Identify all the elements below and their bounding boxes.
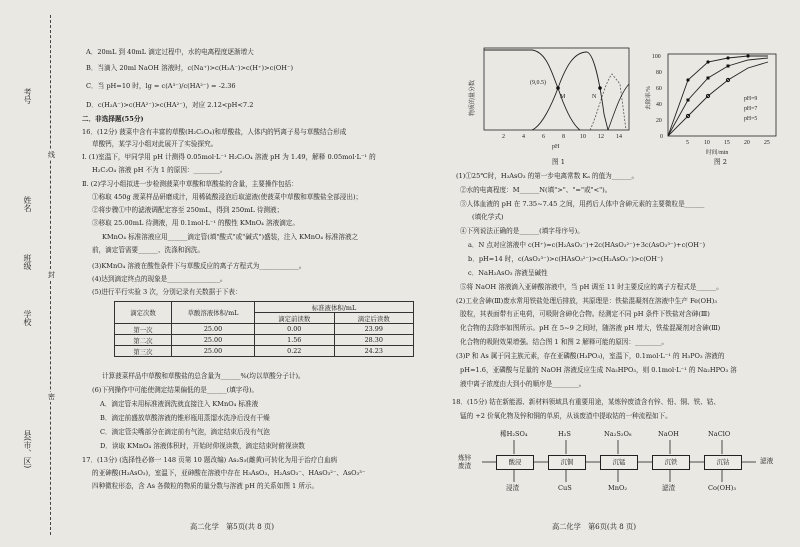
flow-end: 滤液 [760, 457, 774, 465]
option-6d: D．读取 KMnO₄ 溶液体积时，开始时仰视读数，滴定结束时俯视读数 [100, 442, 305, 450]
tick-x: 2 [502, 134, 505, 140]
tick-x: 20 [744, 140, 750, 146]
flow-start-line: 废渣 [458, 462, 472, 470]
flow-step: 沉铜 [548, 455, 586, 470]
q17-3c: 液中离子浓度由大到小的顺序是________。 [460, 380, 586, 388]
q17-1-2: ②水的电离程度：M______N(填">"、"="或"<")。 [460, 186, 612, 194]
point-m: M [560, 94, 566, 100]
page-6 [452, 0, 800, 547]
table-cell: 24.23 [334, 346, 414, 357]
q17-1-5: ⑤将 NaOH 溶液滴入亚砷酸溶液中，当 pH 调至 11 时主要反应的离子方程式是______。 [460, 283, 723, 291]
tick-x: 10 [580, 134, 586, 140]
flow-reagent: H₂S [558, 430, 571, 438]
tick-x: 12 [598, 134, 604, 140]
table-cell: 0.22 [255, 346, 335, 357]
step-3: ③移取 25.00mL 待测液，用 0.1mol·L⁻¹ 的酸性 KMnO₄ 溶液滴定。 [92, 219, 299, 227]
tick-y: 60 [656, 86, 662, 92]
figure-2-removal-rate [644, 50, 792, 158]
flow-reagent: 稀H₂SO₄ [500, 430, 528, 438]
binding-margin [0, 0, 62, 547]
q17-intro-2: 的亚砷酸(H₃AsO₃)，室温下，亚砷酸在溶液中存在 H₃AsO₃、H₂AsO₃⁻、HAsO₃²⁻、AsO₃³⁻ [92, 469, 366, 477]
point-n: N [592, 94, 597, 100]
table-cell: 第二次 [115, 335, 172, 346]
flow-reagent: NaOH [658, 430, 679, 438]
flow-step: 沉锰 [600, 455, 638, 470]
flow-product: 浸渣 [506, 484, 520, 492]
page-footer: 高二化学 第5页(共 8 页) [190, 522, 275, 531]
flow-step: 沉铁 [652, 455, 690, 470]
option-b: B．当滴入 20ml NaOH 溶液时，c(Na⁺)>c(H₂A⁻)>c(H⁺)>c(OH⁻) [86, 64, 294, 72]
flow-product: CuS [558, 484, 572, 492]
table-header: 滴定后读数 [334, 313, 414, 324]
q17-1-4: ④下列说法正确的是______(填字母序号)。 [460, 227, 584, 235]
county-label: 县(市、区) [23, 430, 32, 469]
table-row [115, 346, 414, 357]
tick-x: 14 [616, 134, 622, 140]
option-6c: C．滴定管尖嘴部分在滴定前有气泡，滴定结束后没有气泡 [100, 428, 270, 436]
line-word: 线 [48, 151, 55, 159]
option-c: C．当 pH=10 时，lg = c(A³⁻)/c(HA²⁻) = -2.36 [86, 82, 236, 90]
table-header: 草酸溶液体积/mL [172, 302, 255, 324]
q16-intro-2: 草酸钙，某学习小组对此展开了实验探究。 [92, 140, 218, 148]
q17-intro-3: 四种微粒形态，含 As 各微粒的物质的量分数与溶液 pH 的关系如图 1 所示。 [92, 482, 319, 490]
step-2: ②将步骤①中的滤液调配定容至 250mL，得到 250mL 待测液； [92, 206, 284, 214]
table-header: 标准液体积/mL [255, 302, 414, 313]
school-label: 学校 [23, 310, 32, 326]
option-d: D．c(H₂A⁻)>c(HA²⁻)>c(HA²⁻)，对应 2.12<pH<7.2 [86, 101, 254, 109]
tick-x: 8 [562, 134, 565, 140]
table-row [115, 324, 414, 335]
step-1: ①称取 450g 菠菜样品研磨成汁，用稀硫酸浸泡后取滤液(使菠菜中草酸和草酸盐全部浸出)； [92, 193, 363, 201]
q17-1-1: (1)①25℃时，H₃AsO₃ 的第一步电离常数 Kₐ 的值为______。 [456, 172, 639, 180]
option-a: A．20mL 到 40mL 滴定过程中，水的电离程度逐渐增大 [86, 48, 254, 56]
flow-product: MnO₂ [608, 484, 628, 492]
step-3-b: KMnO₄ 标准溶液应用______滴定管(填"酸式"或"碱式")盛装，注入 KMnO₄ 标准溶液之 [102, 233, 359, 241]
axis-label-y: 物质的量分数 [470, 79, 476, 116]
tick-x: 5 [686, 140, 689, 146]
axis-label-x: 时间/min [706, 150, 729, 156]
q16-part1: Ⅰ. (1)室温下，甲同学用 pH 计测得 0.05mol·L⁻¹ H₂C₂O₄ 溶液 pH 为 1.49，解释 0.05mol·L⁻¹ 的 [82, 153, 376, 161]
step-3-c: 前，滴定管需要______、洗涤和润洗。 [92, 246, 205, 254]
q16-part3: (3)KMnO₄ 溶液在酸性条件下与草酸反应的离子方程式为____________。 [92, 262, 306, 270]
tick-x: 4 [522, 134, 525, 140]
point-label: (9,0.5) [530, 80, 546, 86]
table-row [115, 335, 414, 346]
q17-2: (2)工业含砷(Ⅲ)废水常用铁盐处理后排放，其原理是：铁盐混凝剂在溶液中生产 Fe(OH)₃ [456, 297, 717, 305]
table-cell: 23.99 [334, 324, 414, 335]
content-calc: 计算菠菜样品中草酸和草酸盐的总含量为______%(均以草酸分子计)。 [102, 372, 305, 380]
q16-part4: (4)达到滴定终点的现象是________________。 [92, 275, 227, 283]
table-cell: 1.56 [255, 335, 335, 346]
option-6b: B．滴定前盛放草酸溶液的锥形瓶用蒸馏水洗净后没有干燥 [100, 414, 270, 422]
axis-label-x: pH [552, 144, 560, 150]
axis-label-y: 去除率/% [646, 86, 652, 110]
tick-y: 40 [656, 102, 662, 108]
table-cell: 25.00 [172, 324, 255, 335]
q17-1-3b: (填化学式) [472, 213, 504, 221]
figure-1-caption: 图 1 [552, 158, 565, 166]
option-b: b．pH=14 时，c(AsO₃³⁻)>c(HAsO₃²⁻)>c(H₂AsO₃⁻)>c(OH⁻) [468, 255, 664, 263]
table-cell: 第三次 [115, 346, 172, 357]
page-5 [62, 0, 448, 547]
table-cell: 第一次 [115, 324, 172, 335]
flow-product: 滤渣 [662, 484, 676, 492]
tick-x: 15 [724, 140, 730, 146]
tick-y: 0 [660, 134, 663, 140]
table-cell: 28.30 [334, 335, 414, 346]
tick-x: 25 [764, 140, 770, 146]
q18-intro-2: 锰的 +2 价氧化物及锌和铜的单质，从该废渣中提取钴的一种流程如下。 [460, 412, 672, 420]
q16-part6: (6)下列操作中可能使测定结果偏低的是______(填字母)。 [92, 386, 259, 394]
table-cell: 25.00 [172, 335, 255, 346]
legend-item: pH=7 [744, 106, 758, 112]
figure-1-distribution [462, 44, 638, 156]
q17-2d: 化合物的吸附效果增强。结合图 1 和图 2 解释可能的原因：________。 [460, 338, 668, 346]
tick-y: 80 [656, 70, 662, 76]
titration-table [114, 301, 414, 357]
flow-step: 沉钴 [704, 455, 742, 470]
option-6a: A．滴定管未用标准液润洗就直接注入 KMnO₄ 标准液 [100, 400, 259, 408]
figure-2-caption: 图 2 [714, 158, 727, 166]
q18-intro: 18．(15分) 钴在新能源、新材料领域具有重要用途，某炼锌废渣含有锌、铅、铜、铁、钴、 [452, 398, 720, 406]
tick-y: 100 [652, 54, 661, 60]
option-c: c．NaH₂AsO₃ 溶液呈碱性 [468, 269, 548, 277]
q16-part1-2: H₂C₂O₄ 溶液 pH 不为 1 的原因：________。 [92, 166, 227, 174]
legend-item: pH=5 [744, 116, 758, 122]
q17-intro: 17．(13分) (选择性必修一 148 页第 10 题改编) As₂S₃(雌黄)可转化为用于治疗白血病 [82, 456, 338, 464]
tick-y: 20 [656, 118, 662, 124]
flow-start-line: 炼锌 [458, 454, 472, 462]
q17-2c: 化合物的去除率如图所示。pH 在 5~9 之间时，随溶液 pH 增大，铁盐混凝剂对含砷(Ⅲ) [460, 324, 721, 332]
q17-2b: 胶粒，其表面带有正电荷，可吸附含砷化合物。经测定不同 pH 条件下铁盐对含砷(Ⅲ) [460, 310, 710, 318]
q16-part5: (5)进行平行实验 3 次，分别记录有关数据于下表： [92, 288, 242, 296]
q16-part2: Ⅱ. (2)学习小组拟进一步检测菠菜中草酸和草酸盐的含量，主要操作包括： [82, 180, 298, 188]
dense-word: 密 [48, 393, 55, 401]
q17-3b: pH=1.6，亚磷酸与足量的 NaOH 溶液反应生成 Na₂HPO₃，则 0.1mol·L⁻¹ 的 Na₂HPO₃ 溶 [460, 366, 737, 374]
table-cell: 0.00 [255, 324, 335, 335]
tick-x: 10 [704, 140, 710, 146]
option-a: a．N 点对应溶液中 c(H⁺)=c(H₂AsO₃⁻)+2c(HAsO₃²⁻)+3c(AsO₃³⁻)+c(OH⁻) [468, 241, 706, 249]
flow-product: Co(OH)₃ [708, 484, 736, 492]
flow-reagent: NaClO [708, 430, 731, 438]
table-cell: 25.00 [172, 346, 255, 357]
section-heading: 二．非选择题(55分) [82, 115, 144, 123]
flow-reagent: Na₂S₂O₈ [604, 430, 632, 438]
page-footer: 高二化学 第6页(共 8 页) [552, 522, 637, 531]
table-header: 滴定前读数 [255, 313, 335, 324]
exam-number-label: 考号 [23, 88, 32, 104]
q16-intro: 16．(12分) 菠菜中含有丰富的草酸(H₂C₂O₄)和草酸盐，人体内的钙离子易与草酸结合形成 [82, 128, 347, 136]
table-header: 滴定次数 [115, 302, 172, 324]
legend-item: pH=9 [744, 96, 758, 102]
q17-1-3: ③人体血液的 pH 在 7.35~7.45 之间，用药后人体中含砷元素的主要微粒是______ [460, 200, 705, 208]
q17-3: (3)P 和 As 属于同主族元素，存在亚磷酸(H₃PO₃)，室温下，0.1mol·L⁻¹ 的 H₃PO₃ 溶液的 [456, 352, 725, 360]
name-label: 姓名 [23, 196, 32, 212]
flow-step: 酸浸 [496, 455, 534, 470]
class-label: 班级 [23, 254, 32, 270]
seal-word: 封 [48, 271, 55, 279]
flow-start [458, 454, 471, 470]
tick-x: 6 [542, 134, 545, 140]
